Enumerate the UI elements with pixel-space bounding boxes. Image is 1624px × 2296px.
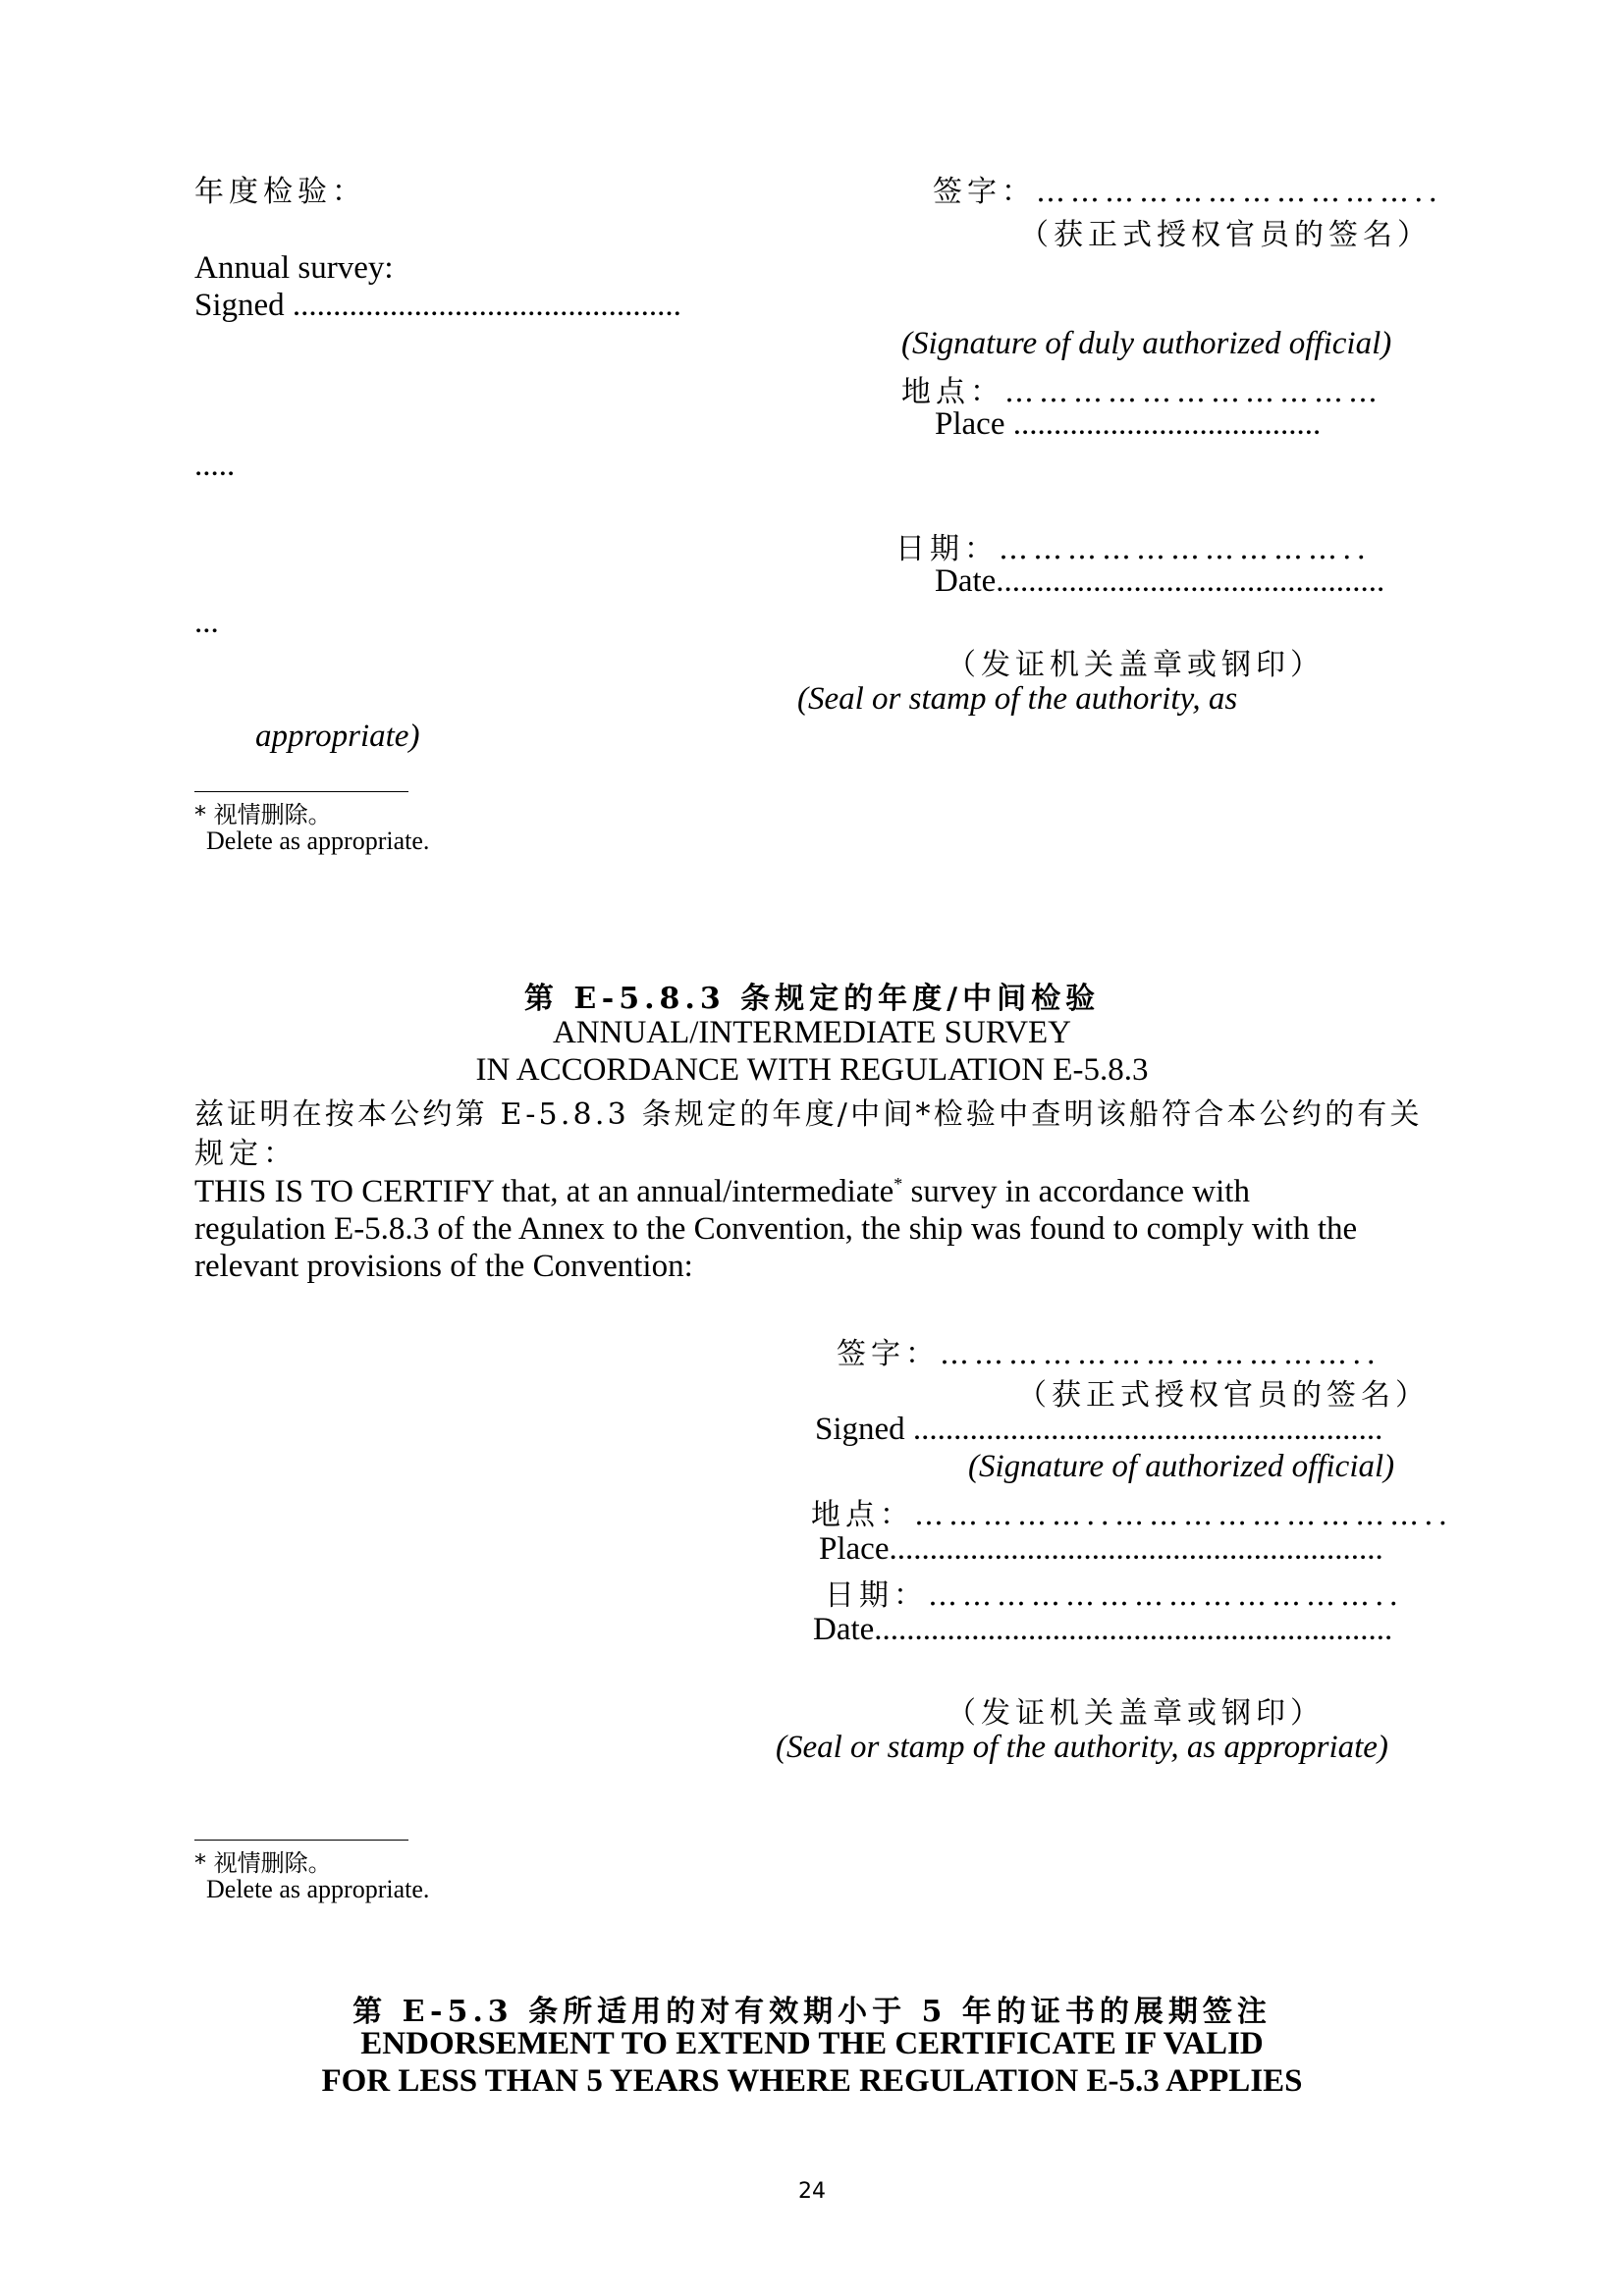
section-2-body-en-1 — [194, 1174, 1250, 1210]
footnote-marker: * — [893, 1174, 903, 1194]
date-cn-line: 日期：………………………….. — [895, 532, 1372, 566]
body-en-1-part-a: THIS IS TO CERTIFY that, at an annual/intermediate — [194, 1174, 894, 1209]
section-2-heading-en-2: IN ACCORDANCE WITH REGULATION E-5.8.3 — [475, 1052, 1149, 1088]
footnote-1-cn: * 视情删除。 — [194, 801, 332, 828]
section-2-signature-cn-note: （获正式授权官员的签名） — [1017, 1378, 1430, 1413]
section-2-signature-en-note: (Signature of authorized official) — [968, 1449, 1395, 1484]
seal-cn: （发证机关盖章或钢印） — [947, 648, 1325, 682]
date-en-line: Date................................................ — [935, 563, 1385, 599]
section-2-body-cn-2: 规定： — [194, 1137, 298, 1171]
section-2-signature-cn-line: 签字：……………………………….. — [837, 1337, 1381, 1371]
section-3-heading-en-1: ENDORSEMENT TO EXTEND THE CERTIFICATE IF VALID — [360, 2026, 1264, 2061]
section-3-heading-cn: 第 E-5.3 条所适用的对有效期小于 5 年的证书的展期签注 — [352, 1995, 1272, 2029]
annual-survey-en-label: Annual survey: — [194, 250, 394, 286]
footnote-2-en: Delete as appropriate. — [206, 1875, 430, 1903]
dots-filler-1: ..... — [194, 448, 236, 483]
annual-survey-cn-label: 年度检验： — [194, 175, 366, 209]
section-3-heading-en-2: FOR LESS THAN 5 YEARS WHERE REGULATION E-5.3 APPLIES — [321, 2063, 1303, 2099]
seal-en-continued: appropriate) — [255, 719, 420, 754]
section-2-seal-en: (Seal or stamp of the authority, as appropriate) — [776, 1730, 1388, 1765]
footnote-1-rule — [194, 791, 408, 792]
section-2-body-en-3: relevant provisions of the Convention: — [194, 1249, 693, 1284]
section-2-seal-cn: （发证机关盖章或钢印） — [947, 1696, 1325, 1731]
signature-en-note: (Signature of duly authorized official) — [901, 326, 1392, 361]
section-2-heading-en-1: ANNUAL/INTERMEDIATE SURVEY — [552, 1015, 1072, 1050]
signature-cn-note: （获正式授权官员的签名） — [1019, 218, 1432, 252]
section-2-date-cn-line: 日期：………………………………….. — [825, 1578, 1404, 1613]
signature-cn-line: 签字：…………………………….. — [933, 175, 1443, 209]
signed-line: Signed ................................................ — [194, 288, 681, 323]
section-2-place-en-line: Place............................................................. — [819, 1531, 1383, 1567]
dots-filler-2: ... — [194, 605, 219, 640]
section-2-heading-cn: 第 E-5.8.3 条规定的年度/中间检验 — [523, 982, 1101, 1016]
place-cn-line: 地点：…………………………… — [901, 375, 1382, 409]
page-number: 24 — [798, 2179, 826, 2204]
section-2-date-en-line: Date................................................................ — [813, 1612, 1393, 1647]
section-2-place-cn-line: 地点：……………..……………………….. — [811, 1498, 1453, 1532]
place-en-line: Place ...................................... — [935, 406, 1322, 442]
seal-en: (Seal or stamp of the authority, as — [797, 681, 1238, 717]
footnote-1-en: Delete as appropriate. — [206, 827, 430, 855]
footnote-2-cn: * 视情删除。 — [194, 1849, 332, 1877]
section-2-signed-line: Signed .......................................................... — [815, 1412, 1383, 1447]
section-2-body-cn-1: 兹证明在按本公约第 E-5.8.3 条规定的年度/中间*检验中查明该船符合本公约的有关 — [194, 1097, 1423, 1132]
footnote-2-rule — [194, 1840, 408, 1841]
section-2-body-en-2: regulation E-5.8.3 of the Annex to the Convention, the ship was found to comply with the — [194, 1211, 1358, 1247]
body-en-1-part-b: survey in accordance with — [902, 1174, 1250, 1209]
